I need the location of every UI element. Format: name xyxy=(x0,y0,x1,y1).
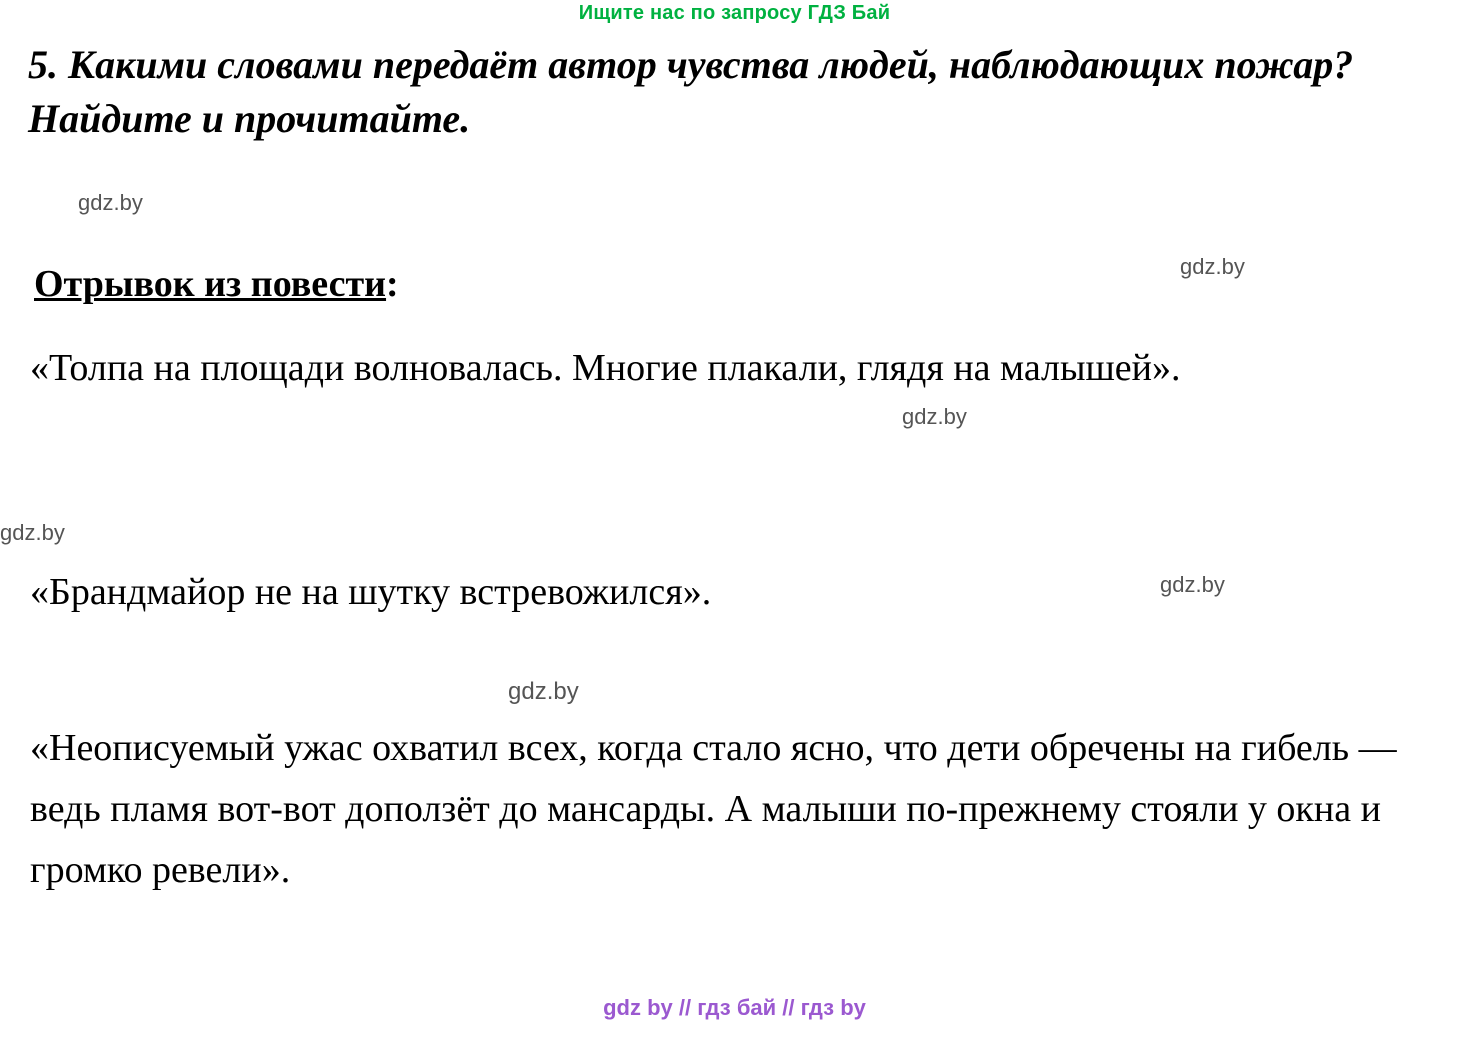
question-text: 5. Какими словами передаёт автор чувства людей, наблюдающих пожар? Найдите и прочитайте. xyxy=(28,42,1354,141)
watermark: gdz.by xyxy=(902,404,967,429)
watermark: gdz.by xyxy=(1160,572,1225,597)
watermark: gdz.by xyxy=(78,190,143,215)
excerpt-heading-label: Отрывок из повести xyxy=(34,263,387,305)
excerpt-heading-colon: : xyxy=(386,263,399,305)
watermark: gdz.by xyxy=(508,678,579,705)
excerpt-paragraph-2: «Брандмайор не на шутку встревожился». xyxy=(30,571,712,613)
excerpt-heading xyxy=(34,262,399,306)
footer-watermark: gdz by // гдз бай // гдз by xyxy=(603,995,866,1020)
excerpt-paragraph-1: «Толпа на площади волновалась. Многие плакали, глядя на малышей». xyxy=(30,347,1181,389)
watermark: gdz.by xyxy=(0,520,65,545)
watermark: gdz.by xyxy=(1180,254,1245,279)
site-promo-banner: Ищите нас по запросу ГДЗ Бай xyxy=(578,2,891,24)
excerpt-paragraph-3: «Неописуемый ужас охватил всех, когда стало ясно, что дети обречены на гибель — ведь пламя вот-вот доползёт до мансарды. А малыши по-прежнему стояли у окна и громко ревели». xyxy=(30,727,1397,891)
